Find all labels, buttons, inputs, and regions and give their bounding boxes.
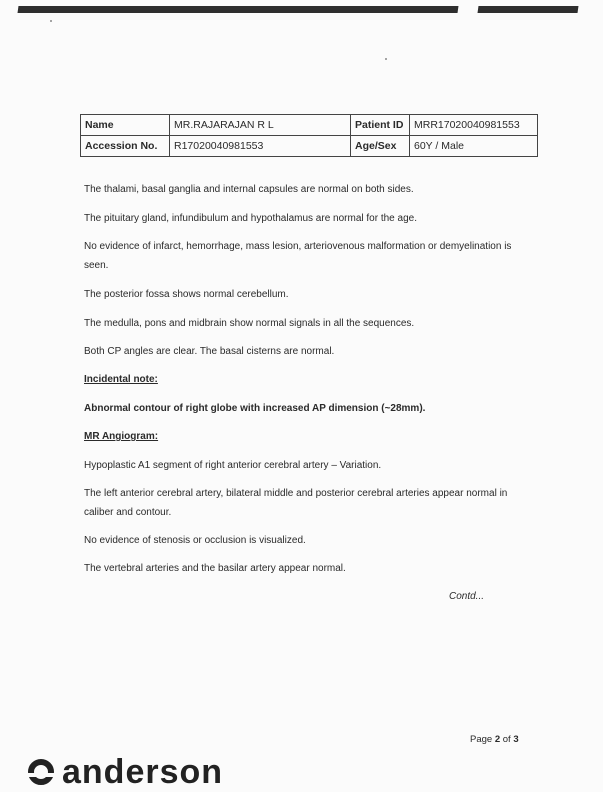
finding-paragraph: The posterior fossa shows normal cerebellum.: [84, 289, 289, 300]
agesex-label: Age/Sex: [351, 136, 410, 157]
accession-value: R17020040981553: [170, 136, 351, 157]
table-row: [81, 115, 538, 136]
scan-speck: [50, 20, 52, 22]
page-sep: of: [500, 734, 514, 745]
agesex-value: 60Y / Male: [410, 136, 538, 157]
finding-paragraph: The thalami, basal ganglia and internal capsules are normal on both sides.: [84, 184, 414, 195]
patient-id-label: Patient ID: [351, 115, 410, 136]
header-bar-right: [478, 6, 579, 13]
page-number: [470, 734, 519, 745]
footer-logo: [28, 752, 224, 791]
scan-speck: [385, 58, 387, 60]
angiogram-heading: MR Angiogram:: [84, 431, 159, 442]
finding-paragraph: No evidence of infarct, hemorrhage, mass lesion, arteriovenous malformation or demyelination is seen.: [84, 241, 512, 271]
incidental-text: Abnormal contour of right globe with increased AP dimension (~28mm).: [84, 403, 426, 414]
page-prefix: Page: [470, 734, 495, 745]
page-total: 3: [513, 734, 519, 745]
table-row: [81, 136, 538, 157]
accession-label: Accession No.: [81, 136, 170, 157]
angiogram-item: The left anterior cerebral artery, bilateral middle and posterior cerebral arteries appear normal in caliber and contour.: [84, 488, 508, 518]
continued-note: Contd...: [449, 591, 485, 602]
header-bar-left: [18, 6, 459, 13]
name-label: Name: [81, 115, 170, 136]
angiogram-item: Hypoplastic A1 segment of right anterior cerebral artery – Variation.: [84, 460, 382, 471]
finding-paragraph: Both CP angles are clear. The basal cisterns are normal.: [84, 346, 335, 357]
patient-id-value: MRR17020040981553: [410, 115, 538, 136]
angiogram-item: The vertebral arteries and the basilar artery appear normal.: [84, 563, 346, 574]
logo-text: anderson: [62, 752, 224, 791]
finding-paragraph: The medulla, pons and midbrain show normal signals in all the sequences.: [84, 318, 415, 329]
incidental-heading: Incidental note:: [84, 374, 158, 385]
angiogram-item: No evidence of stenosis or occlusion is visualized.: [84, 535, 306, 546]
finding-paragraph: The pituitary gland, infundibulum and hypothalamus are normal for the age.: [84, 213, 417, 224]
logo-icon: [28, 759, 54, 785]
name-value: MR.RAJARAJAN R L: [170, 115, 351, 136]
patient-info-table: [80, 114, 538, 157]
page-current: 2: [494, 734, 501, 745]
